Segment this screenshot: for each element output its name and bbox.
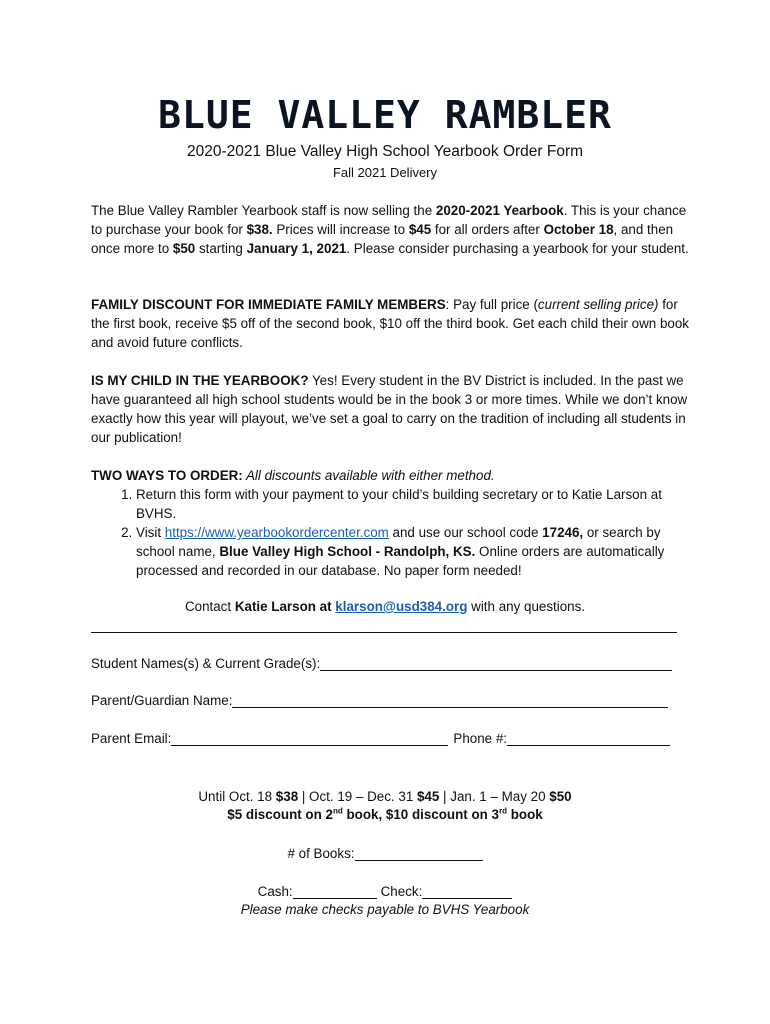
- books-field[interactable]: [355, 846, 483, 861]
- order-methods-heading: TWO WAYS TO ORDER: All discounts available with either method.: [91, 468, 495, 483]
- cash-label: Cash:: [257, 884, 293, 899]
- list-item: 2. Visit https://www.yearbookordercenter.com and use our school code 17246, or search by school name, Blue Valley High School - Randolph, KS. Online orders are automatically processed and recorded in our database. No paper form needed!: [136, 523, 691, 580]
- books-label: # of Books:: [287, 846, 355, 861]
- check-label: Check:: [380, 884, 423, 899]
- multi-book-discount: $5 discount on 2nd book, $10 discount on 3rd book: [227, 806, 543, 822]
- inclusion-heading: IS MY CHILD IN THE YEARBOOK?: [91, 373, 309, 388]
- form-subtitle: 2020-2021 Blue Valley High School Yearbook Order Form: [186, 143, 584, 160]
- parent-email-label: Parent Email:: [91, 731, 172, 746]
- cash-field[interactable]: [293, 884, 377, 899]
- family-discount-paragraph: FAMILY DISCOUNT FOR IMMEDIATE FAMILY MEMBERS: Pay full price (current selling price) for the first book, receive $5 off of the second book, $10 off the third book. Get each child their own book and avoid future conflicts.: [91, 297, 689, 350]
- delivery-note: Fall 2021 Delivery: [332, 165, 438, 180]
- section-divider: [91, 632, 677, 633]
- family-discount-heading: FAMILY DISCOUNT FOR IMMEDIATE FAMILY MEMBERS: [91, 297, 446, 312]
- parent-name-row: [91, 693, 668, 708]
- parent-name-field[interactable]: [232, 693, 668, 708]
- check-field[interactable]: [422, 884, 512, 899]
- page-title: BLUE VALLEY RAMBLER: [158, 93, 612, 137]
- yearbook-inclusion-paragraph: IS MY CHILD IN THE YEARBOOK? Yes! Every student in the BV District is included. In the past we have guaranteed all high school students would be in the book 3 or more times. While we don’t know exactly how this year will playout, we’ve set a goal to carry on the tradition of including all students in our publication!: [91, 373, 688, 445]
- payment-row: [0, 884, 770, 899]
- phone-label: Phone #:: [453, 731, 507, 746]
- contact-line: Contact Katie Larson at klarson@usd384.org with any questions.: [184, 599, 586, 614]
- yearbook-order-link[interactable]: https://www.yearbookordercenter.com: [164, 525, 389, 540]
- contact-email-link[interactable]: klarson@usd384.org: [335, 599, 468, 614]
- parent-email-field[interactable]: [171, 731, 448, 746]
- price-schedule: Until Oct. 18 $38 | Oct. 19 – Dec. 31 $45 | Jan. 1 – May 20 $50: [198, 789, 572, 804]
- checks-payable-note: Please make checks payable to BVHS Yearbook: [240, 902, 530, 917]
- list-item: 1. Return this form with your payment to your child’s building secretary or to Katie Larson at BVHS.: [136, 485, 691, 523]
- parent-name-label: Parent/Guardian Name:: [91, 693, 233, 708]
- phone-field[interactable]: [507, 731, 670, 746]
- contact-info-row: [91, 731, 670, 746]
- student-names-field[interactable]: [320, 656, 672, 671]
- student-names-label: Student Names(s) & Current Grade(s):: [91, 656, 321, 671]
- intro-paragraph: The Blue Valley Rambler Yearbook staff is now selling the 2020-2021 Yearbook. This is your chance to purchase your book for $38. Prices will increase to $45 for all orders after October 18, and then once more to $50 starting January 1, 2021. Please consider purchasing a yearbook for your student.: [91, 203, 689, 256]
- number-of-books-row: [0, 846, 770, 861]
- order-methods-list: [91, 485, 691, 580]
- student-names-row: [91, 656, 672, 671]
